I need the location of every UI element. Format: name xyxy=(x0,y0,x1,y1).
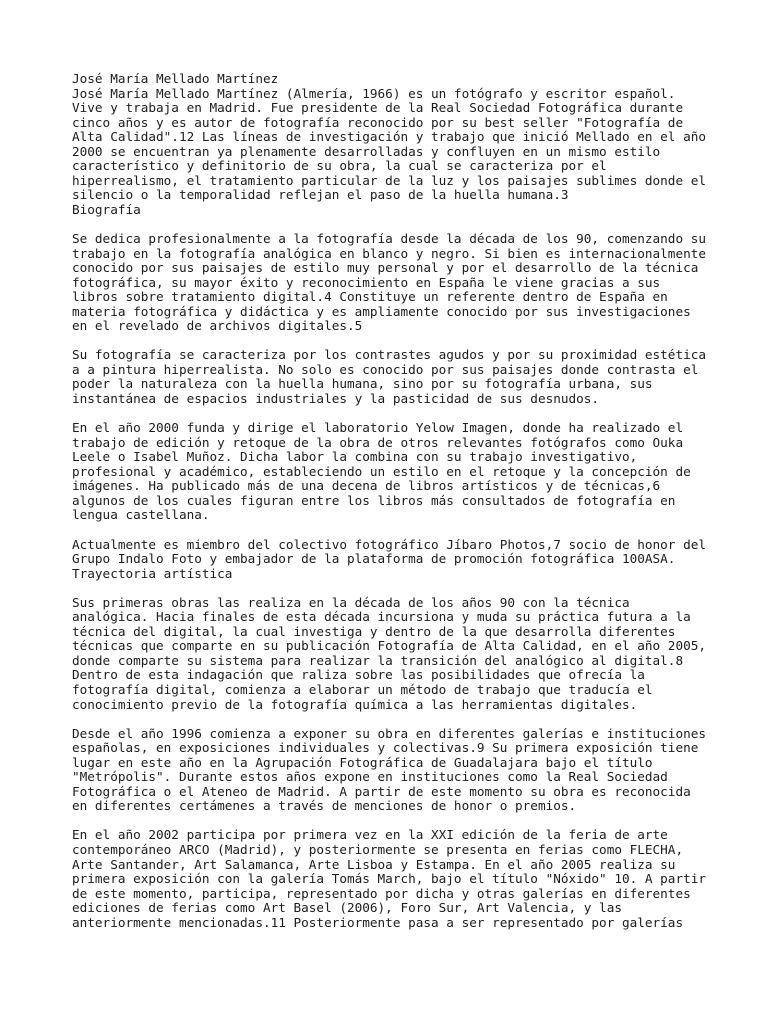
text-line: instantánea de espacios industriales y la pasticidad de sus desnudos. xyxy=(72,391,600,407)
text-line: 2000 se encuentran ya plenamente desarrolladas y confluyen en un mismo estilo xyxy=(72,143,661,159)
text-line: fotográfica, su mayor éxito y reconocimiento en España le viene gracias a sus xyxy=(72,274,661,290)
text-line: Biografía xyxy=(72,201,141,217)
text-line: analógica. Hacia finales de esta década incursiona y muda su práctica futura a la xyxy=(72,609,691,625)
text-line: Trayectoria artística xyxy=(72,565,233,581)
text-line: técnicas que comparte en su publicación Fotografía de Alta Calidad, en el año 2005, xyxy=(72,638,706,654)
text-line: Desde el año 1996 comienza a exponer su obra en diferentes galerías e instituciones xyxy=(72,725,706,741)
paragraph xyxy=(72,232,712,334)
text-line: Su fotografía se caracteriza por los contrastes agudos y por su proximidad estética xyxy=(72,347,706,363)
text-line: de este momento, participa, representado por dicha y otras galerías en diferentes xyxy=(72,885,691,901)
text-line: conocido por sus paisajes de estilo muy personal y por el desarrollo de la técnica xyxy=(72,260,699,276)
text-line: Vive y trabaja en Madrid. Fue presidente de la Real Sociedad Fotográfica durante xyxy=(72,100,684,116)
text-line: Leele o Isabel Muñoz. Dicha labor la combina con su trabajo investigativo, xyxy=(72,449,638,465)
text-line: José María Mellado Martínez xyxy=(72,71,279,86)
text-line: hiperrealismo, el tratamiento particular de la luz y los paisajes sublimes donde el xyxy=(72,172,706,188)
text-line: lugar en este año en la Agrupación Fotográfica de Guadalajara bajo el título xyxy=(72,754,653,770)
text-line: en el revelado de archivos digitales.5 xyxy=(72,318,363,334)
text-line: lengua castellana. xyxy=(72,507,210,523)
text-line: trabajo en la fotografía analógica en blanco y negro. Si bien es internacionalmente xyxy=(72,245,706,261)
text-line: trabajo de edición y retoque de la obra de otros relevantes fotógrafos como Ouka xyxy=(72,434,684,450)
text-line: cinco años y es autor de fotografía reconocido por su best seller "Fotografía de xyxy=(72,114,684,130)
text-line: "Metrópolis". Durante estos años expone en instituciones como la Real Sociedad xyxy=(72,769,668,785)
paragraph xyxy=(72,348,712,406)
text-line: profesional y académico, estableciendo un estilo en el retoque y la concepción de xyxy=(72,463,691,479)
text-line: contemporáneo ARCO (Madrid), y posteriormente se presenta en ferias como FLECHA, xyxy=(72,841,684,857)
text-line: fotografía digital, comienza a elaborar un método de trabajo que traducía el xyxy=(72,681,653,697)
text-line: imágenes. Ha publicado más de una decena de libros artísticos y de técnicas,6 xyxy=(72,478,661,494)
document-body xyxy=(72,72,712,930)
text-line: Actualmente es miembro del colectivo fotográfico Jíbaro Photos,7 socio de honor del xyxy=(72,536,706,552)
text-line: anteriormente mencionadas.11 Posteriormente pasa a ser representado por galerías xyxy=(72,914,684,930)
text-line: libros sobre tratamiento digital.4 Constituye un referente dentro de España en xyxy=(72,289,668,305)
text-line: técnica del digital, la cual investiga y dentro de la que desarrolla diferentes xyxy=(72,623,676,639)
text-line: materia fotográfica y didáctica y es ampliamente conocido por sus investigaciones xyxy=(72,303,691,319)
text-line: Se dedica profesionalmente a la fotografía desde la década de los 90, comenzando su xyxy=(72,231,706,247)
text-line: característico y definitorio de su obra, la cual se caracteriza por el xyxy=(72,158,607,174)
paragraph xyxy=(72,421,712,523)
paragraph xyxy=(72,538,712,582)
text-line: conocimiento previo de la fotografía química a las herramientas digitales. xyxy=(72,696,638,712)
text-line: José María Mellado Martínez (Almería, 1966) es un fotógrafo y escritor español. xyxy=(72,85,676,101)
paragraph xyxy=(72,727,712,814)
text-line: En el año 2000 funda y dirige el laboratorio Yelow Imagen, donde ha realizado el xyxy=(72,420,684,436)
text-line: silencio o la temporalidad reflejan el paso de la huella humana.3 xyxy=(72,187,569,203)
paragraph xyxy=(72,828,712,930)
text-line: Fotográfica o el Ateneo de Madrid. A partir de este momento su obra es reconocida xyxy=(72,783,691,799)
text-line: poder la naturaleza con la huella humana, sino por su fotografía urbana, sus xyxy=(72,376,653,392)
text-line: Sus primeras obras las realiza en la década de los años 90 con la técnica xyxy=(72,594,630,610)
text-line: a a pintura hiperrealista. No solo es conocido por sus paisajes donde contrasta el xyxy=(72,361,699,377)
text-line: Alta Calidad".12 Las líneas de investigación y trabajo que inició Mellado en el año xyxy=(72,129,706,145)
text-line: españolas, en exposiciones individuales y colectivas.9 Su primera exposición tiene xyxy=(72,740,699,756)
text-line: En el año 2002 participa por primera vez en la XXI edición de la feria de arte xyxy=(72,827,668,843)
text-line: algunos de los cuales figuran entre los libros más consultados de fotografía en xyxy=(72,492,676,508)
text-line: Dentro de esta indagación que raliza sobre las posibilidades que ofrecía la xyxy=(72,667,645,683)
text-line: en diferentes certámenes a través de menciones de honor o premios. xyxy=(72,798,577,814)
text-line: ediciones de ferias como Art Basel (2006), Foro Sur, Art Valencia, y las xyxy=(72,900,622,916)
text-line: primera exposición con la galería Tomás March, bajo el título "Nóxido" 10. A partir xyxy=(72,871,706,887)
paragraph xyxy=(72,596,712,712)
text-line: donde comparte su sistema para realizar la transición del analógico al digital.8 xyxy=(72,652,684,668)
text-line: Grupo Indalo Foto y embajador de la plataforma de promoción fotográfica 100ASA. xyxy=(72,551,676,567)
paragraph xyxy=(72,72,712,217)
text-line: Arte Santander, Art Salamanca, Arte Lisboa y Estampa. En el año 2005 realiza su xyxy=(72,856,676,872)
